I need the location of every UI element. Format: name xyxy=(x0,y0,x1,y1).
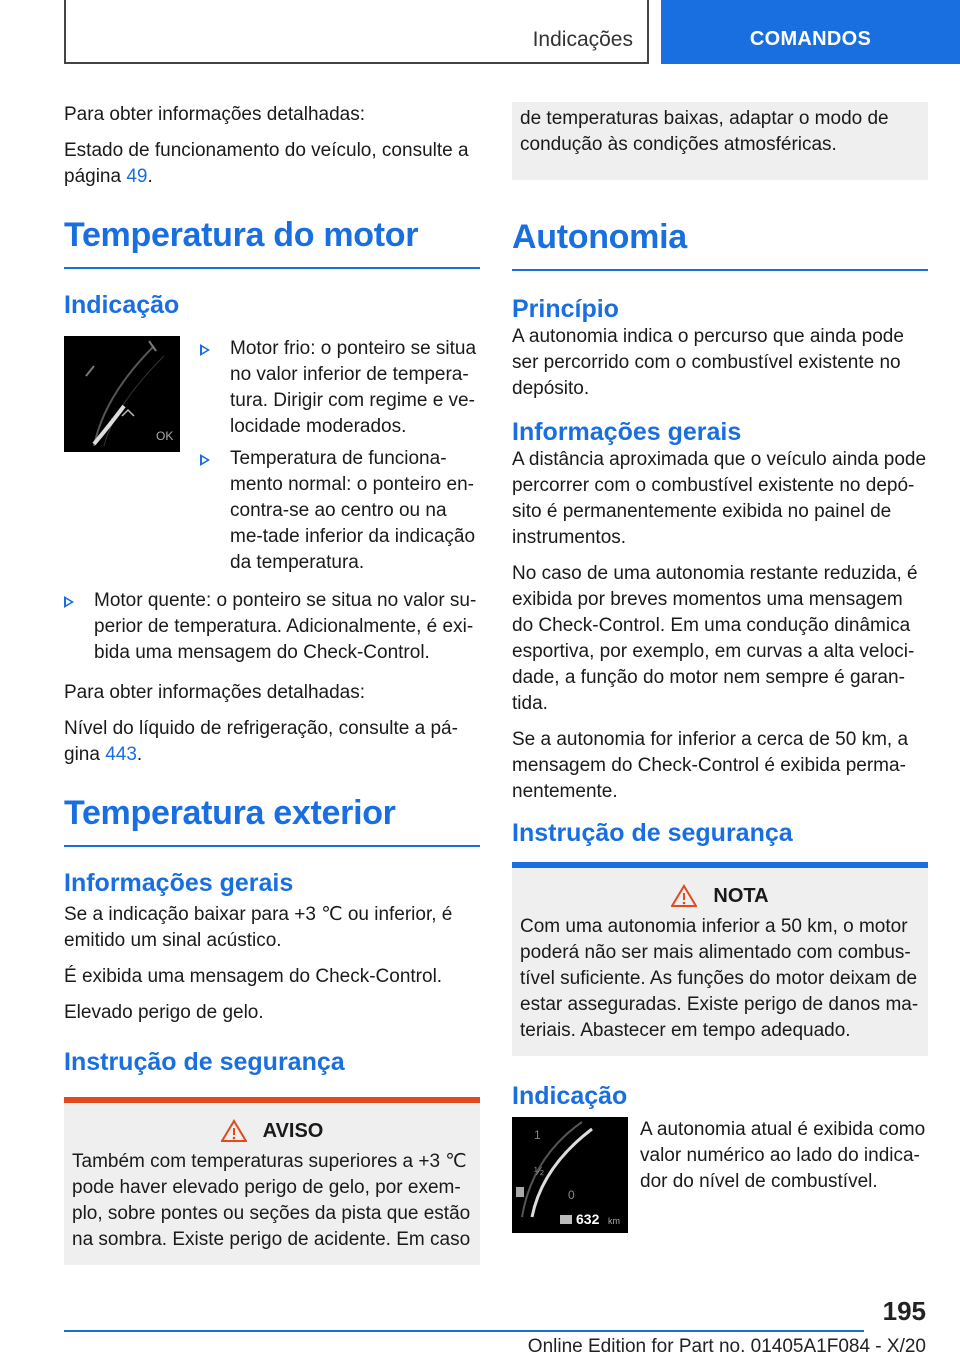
triangle-bullet-icon xyxy=(64,596,74,608)
heading-safety-instruction-range: Instrução de segurança xyxy=(512,819,793,847)
heading-engine-temperature: Temperatura do motor xyxy=(64,216,480,269)
detail-line-2: Nível do líquido de refrigeração, consulte a pá-gina 443. xyxy=(64,718,458,765)
list-item: Motor frio: o ponteiro se situa no valor inferior de tempera-tura. Dirigir com regime e ve-locidade moderados. xyxy=(200,336,480,440)
fuel-small-pump-icon xyxy=(560,1215,572,1224)
range-info-2: No caso de uma autonomia restante reduzida, é exibida por breves momentos uma mensagem do Check-Control. Em uma condução dinâmica esportiva, por exemplo, em curvas a alta veloci-dade, a função do motor nem sempre é garan-tida. xyxy=(512,563,918,714)
note-text: Com uma autonomia inferior a 50 km, o motor poderá não ser mais alimentado com combus-tível suficiente. As funções do motor deixam de estar asseguradas. Existe perigo de danos ma-teriais. Abastecer em tempo adequado. xyxy=(520,916,919,1041)
range-value: 632 xyxy=(576,1211,600,1227)
page-number: 195 xyxy=(882,1296,926,1326)
engine-temperature-gauge-image xyxy=(64,336,180,452)
warning-triangle-icon xyxy=(221,1119,247,1143)
heading-principle: Princípio xyxy=(512,295,619,323)
fuel-pump-icon xyxy=(516,1187,524,1197)
heading-indication-range: Indicação xyxy=(512,1082,628,1110)
heading-safety-instruction: Instrução de segurança xyxy=(64,1048,345,1076)
heading-outside-temperature: Temperatura exterior xyxy=(64,794,480,847)
warning-continuation-text: de temperaturas baixas, adaptar o modo de condução às condições atmosféricas. xyxy=(520,108,889,155)
warning-box xyxy=(64,1097,480,1265)
fuel-mark-empty: 0 xyxy=(568,1188,575,1202)
header-chapter-tab[interactable]: COMANDOS xyxy=(661,0,960,64)
right-column xyxy=(512,102,928,1233)
temperature-gauge-graphic xyxy=(64,336,180,452)
coolant-icon xyxy=(122,410,134,416)
warning-title: AVISO xyxy=(262,1119,324,1142)
footer-divider xyxy=(64,1330,864,1332)
outside-temp-text-2: É exibida uma mensagem do Check-Control. xyxy=(64,966,443,987)
cold-normal-list xyxy=(200,336,480,582)
heading-indication: Indicação xyxy=(64,291,180,319)
warning-title-row xyxy=(72,1119,472,1143)
range-info-3: Se a autonomia for inferior a cerca de 50 km, a mensagem do Check-Control é exibida perma-nentemente. xyxy=(512,729,909,802)
page-ref-link-49[interactable]: 49 xyxy=(126,166,148,187)
principle-text: A autonomia indica o percurso que ainda pode ser percorrido com o combustível existente no depósito. xyxy=(512,326,904,399)
heading-general-info-range: Informações gerais xyxy=(512,418,742,446)
heading-range: Autonomia xyxy=(512,218,928,271)
note-title: NOTA xyxy=(713,884,769,907)
heading-general-info: Informações gerais xyxy=(64,869,294,897)
outside-temp-text-1: Se a indicação baixar para +3 ℃ ou inferior, é emitido um sinal acústico. xyxy=(64,904,453,951)
page-ref-link-443[interactable]: 443 xyxy=(105,744,137,765)
note-title-row xyxy=(520,884,920,908)
triangle-bullet-icon xyxy=(200,454,210,466)
hot-list xyxy=(64,588,480,666)
range-info-1: A distância aproximada que o veículo ainda pode percorrer com o combustível existente no depó-sito é permanentemente exibida no painel de instrumentos. xyxy=(512,449,927,548)
intro-line-1: Para obter informações detalhadas: xyxy=(64,104,366,125)
outside-temp-text-3: Elevado perigo de gelo. xyxy=(64,1002,264,1023)
warning-box-continuation xyxy=(512,102,928,180)
fuel-gauge-graphic xyxy=(512,1117,628,1233)
intro-line-2: Estado de funcionamento do veículo, consulte a página 49. xyxy=(64,140,469,187)
fuel-mark-half: ½ xyxy=(534,1164,545,1178)
warning-triangle-icon xyxy=(671,884,697,908)
triangle-bullet-icon xyxy=(200,344,210,356)
range-indication-text: A autonomia atual é exibida como valor numérico ao lado do indica-dor do nível de combustível. xyxy=(640,1119,926,1192)
warning-text: Também com temperaturas superiores a +3 ℃ pode haver elevado perigo de gelo, por exem-plo, sobre pontes ou seções da pista que estão na sombra. Existe perigo de acidente. Em caso xyxy=(72,1151,471,1250)
detail-line-1: Para obter informações detalhadas: xyxy=(64,682,366,703)
header-section-title: Indicações xyxy=(532,28,633,51)
header-section-box xyxy=(64,0,649,64)
left-column xyxy=(64,102,480,1265)
list-item: Motor quente: o ponteiro se situa no valor su-perior de temperatura. Adicionalmente, é exi-bida uma mensagem do Check-Control. xyxy=(64,588,480,666)
footer-edition: Online Edition for Part no. 01405A1F084 - X/20 xyxy=(527,1336,926,1357)
fuel-range-gauge-image xyxy=(512,1117,628,1233)
gauge-ok-label: OK xyxy=(156,429,174,443)
list-item: Temperatura de funciona-mento normal: o ponteiro en-contra-se ao centro ou na me-tade inferior da indicação da temperatura. xyxy=(200,446,480,576)
range-unit: km xyxy=(608,1216,620,1226)
fuel-mark-full: 1 xyxy=(534,1128,541,1142)
note-box xyxy=(512,862,928,1056)
